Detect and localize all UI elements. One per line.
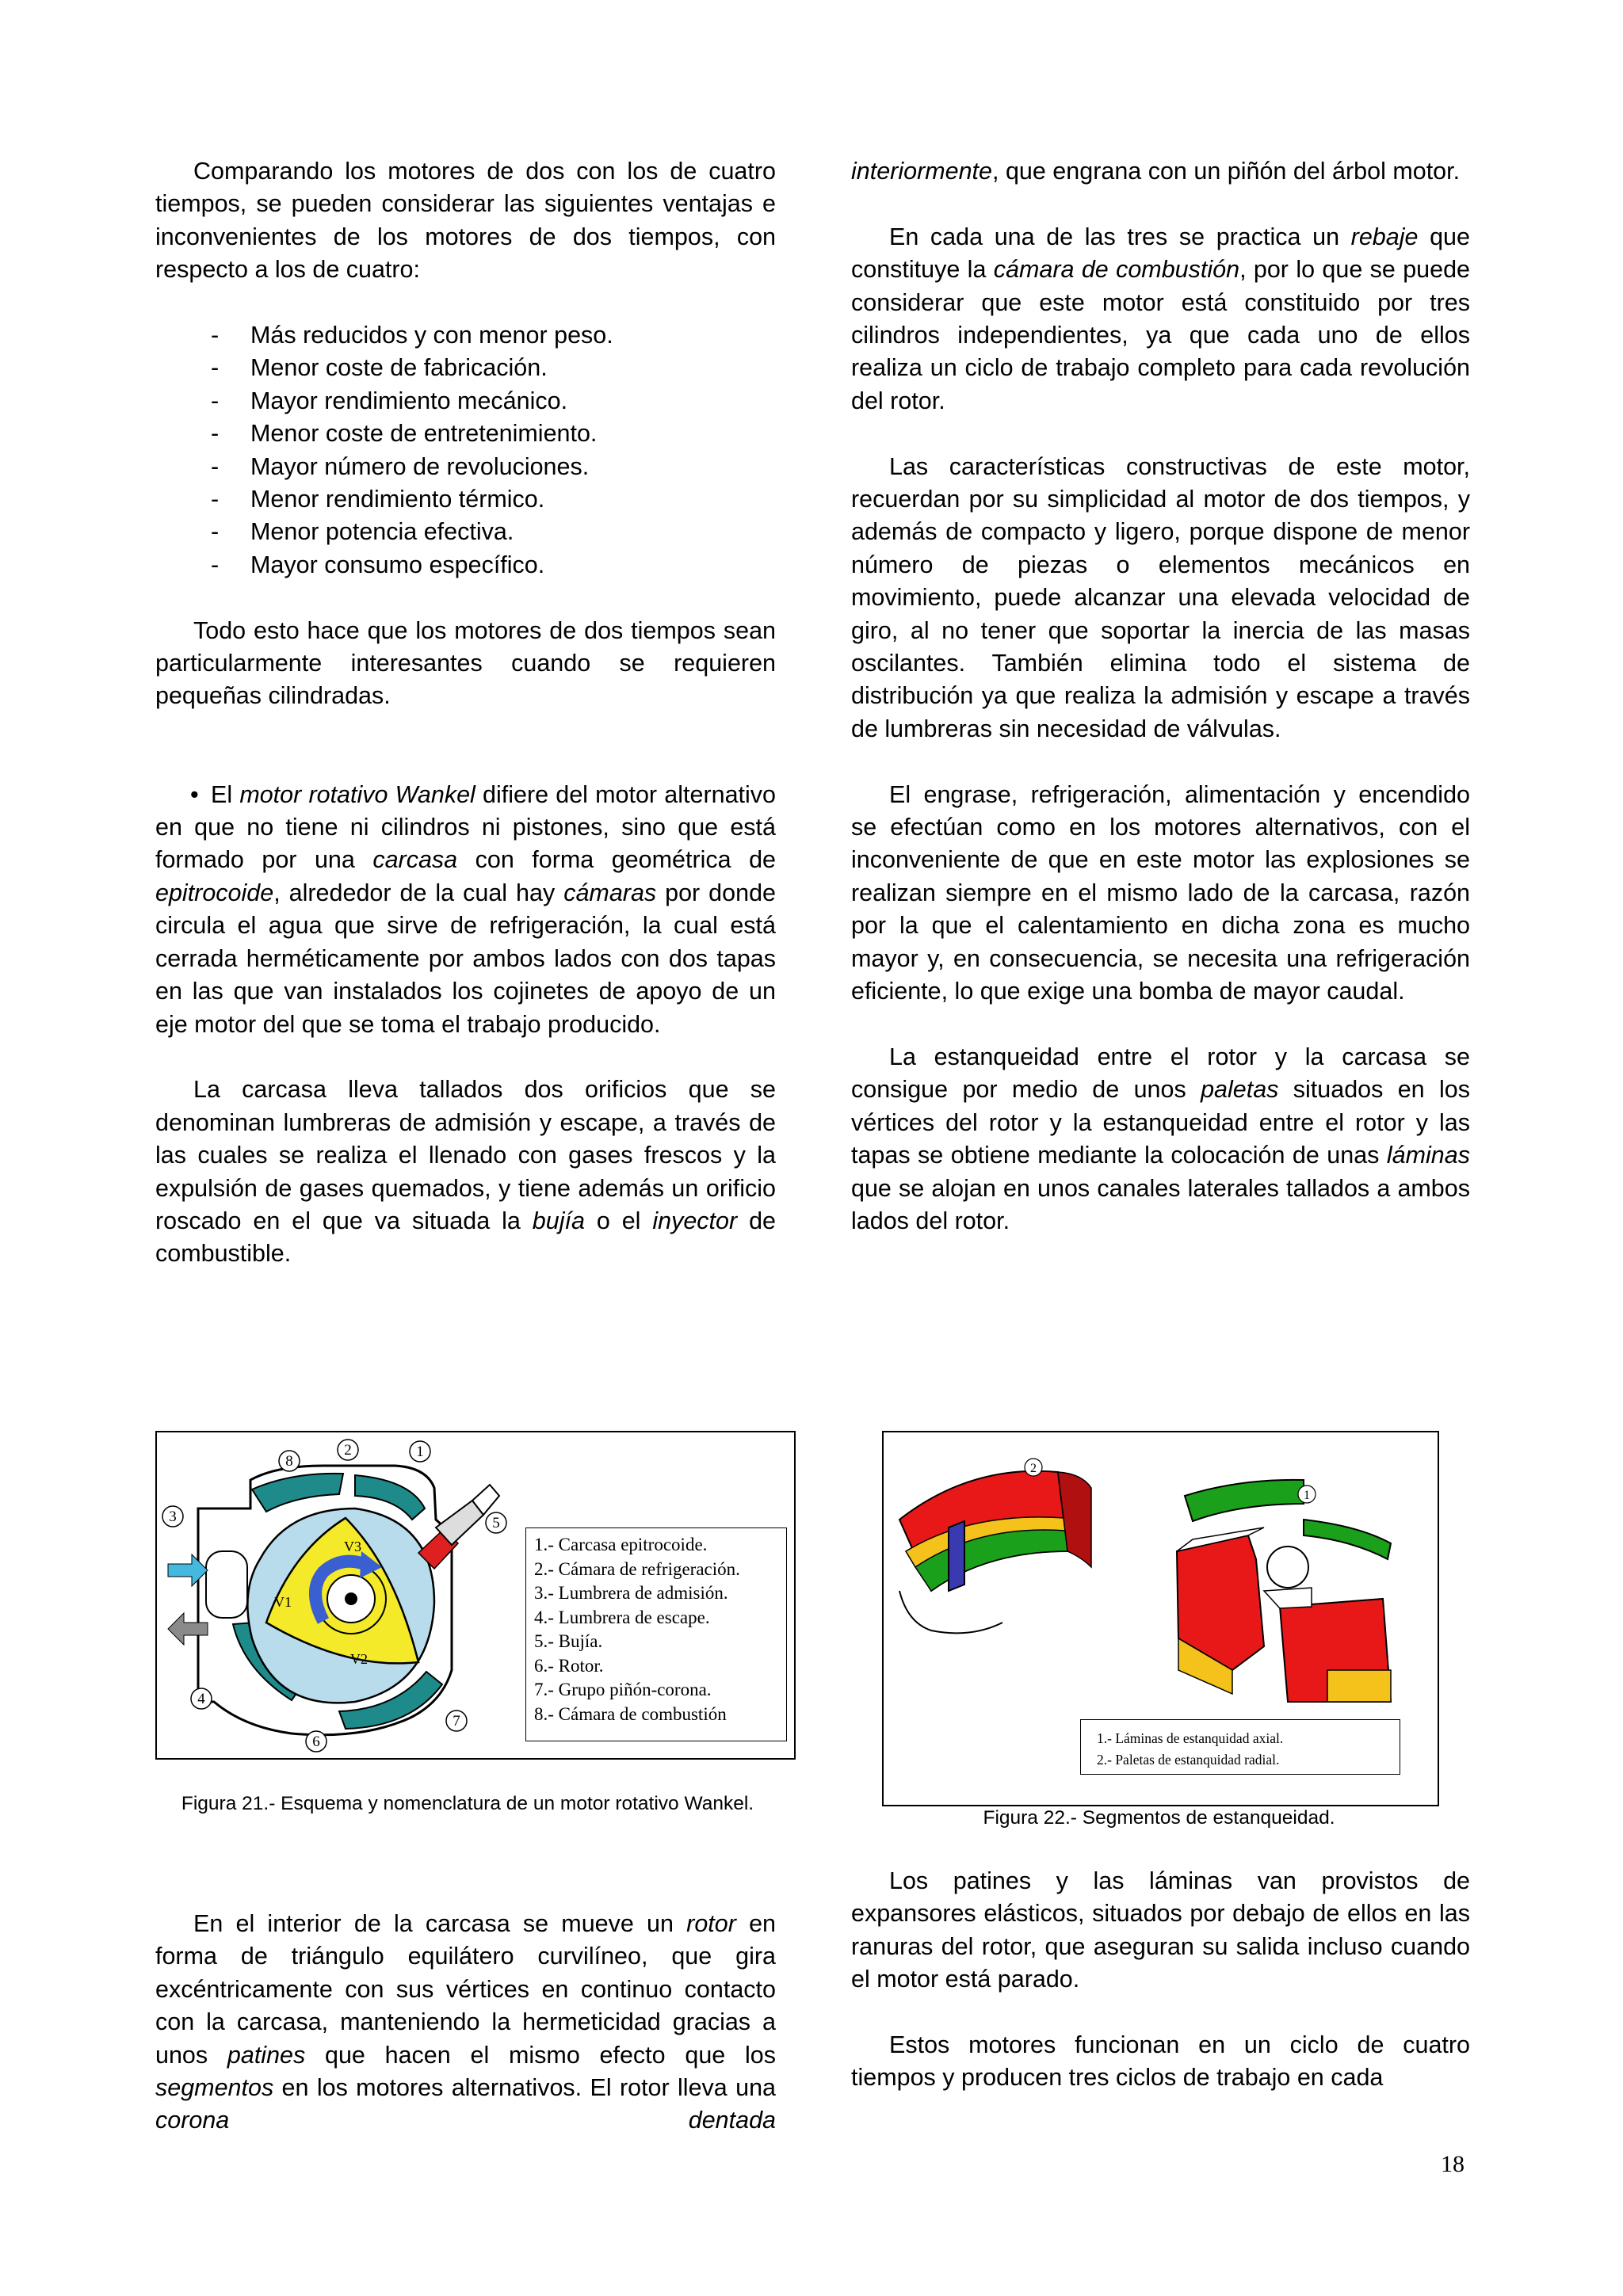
two-stroke-summary-paragraph: Todo esto hace que los motores de dos tiempos sean particularmente interesantes cuando se requieren pequeñas cilindradas. <box>155 616 776 710</box>
legend-item: 4.- Lumbrera de escape. <box>534 1607 710 1627</box>
bullet-icon: • <box>190 780 199 808</box>
callout-1-label: 1 <box>416 1444 424 1460</box>
patines-paragraph: Los patines y las láminas van provistos de expansores elásticos, situados por debajo de ellos en las ranuras del rotor, que aseguran su salida incluso cuando el motor está parado. <box>851 1867 1470 1993</box>
volume-v3-label: V3 <box>344 1539 361 1554</box>
engrase-paragraph: El engrase, refrigeración, alimentación y encendido se efectúan como en los motores alternativos, con el inconveniente de que en este motor las explosiones se realizan siempre en el mismo lado de la carcasa, razón por la que el calentamiento en dicha zona es mucho mayor y, en consecuencia, se necesita una refrigeración eficiente, lo que exige una bomba de mayor caudal. <box>851 780 1470 1005</box>
rotor-pin-shape <box>1267 1547 1308 1588</box>
axial-seal-strip-shape <box>1185 1480 1304 1521</box>
figure-21-legend <box>525 1527 787 1741</box>
rotor-slot-shape <box>1264 1588 1312 1608</box>
callout-3-label: 3 <box>169 1508 177 1525</box>
rotor-paragraph: En el interior de la carcasa se mueve un rotor en forma de triángulo equilátero curvilíneo, que gira excéntricamente con sus vértices en continuo contacto con la carcasa, manteniendo la hermeticidad gracias a unos patines que hacen el mismo efecto que los segmentos en los motores alternativos. El rotor lleva una corona dentada <box>155 1910 776 2134</box>
rebaje-paragraph: En cada una de las tres se practica un rebaje que constituye la cámara de combustión, por lo que se puede considerar que este motor está constituido por tres cilindros independientes, ya que cada uno de ellos realiza un ciclo de trabajo completo para cada revolución del rotor. <box>851 223 1471 414</box>
list-item: - Menor potencia efectiva. <box>211 516 776 548</box>
ciclo-paragraph: Estos motores funcionan en un ciclo de cuatro tiempos y producen tres ciclos de trabajo en cada <box>851 2031 1470 2092</box>
figure-22-legend <box>1080 1719 1400 1775</box>
legend-item: 3.- Lumbrera de admisión. <box>534 1583 728 1603</box>
list-item: - Menor coste de entretenimiento. <box>211 418 776 450</box>
estanqueidad-paragraph: La estanqueidad entre el rotor y la carcasa se consigue por medio de unos paletas situados en los vértices del rotor y la estanqueidad entre el rotor y las tapas se obtiene mediante la colocación de unas láminas que se alojan en unos canales laterales tallados a ambos lados del rotor. <box>851 1043 1470 1234</box>
callout-8-label: 8 <box>285 1453 293 1470</box>
callout-1-label: 1 <box>1304 1489 1310 1502</box>
axial-seal-strip-right-shape <box>1304 1520 1391 1559</box>
carcasa-paragraph: La carcasa lleva tallados dos orificios que se denominan lumbreras de admisión y escape, a través de las cuales se realiza el llenado con gases frescos y la expulsión de gases quemados, y tiene además un orificio roscado en el que va situada la bujía o el inyector de combustible. <box>155 1076 776 1268</box>
left-column <box>155 155 776 1271</box>
callout-4-label: 4 <box>197 1691 205 1707</box>
callout-5-label: 5 <box>492 1515 500 1531</box>
rotor-block-right-yellow-shape <box>1327 1670 1391 1702</box>
list-item: - Menor coste de fabricación. <box>211 352 776 384</box>
wankel-paragraph: • El motor rotativo Wankel difiere del motor alternativo en que no tiene ni cilindros ni pistones, sino que está formado por una carcasa con forma geométrica de epitrocoide, alrededor de la cual hay cámaras por donde circula el agua que sirve de refrigeración, la cual está cerrada herméticamente por ambos lados con dos tapas en las que van instalados los cojinetes de apoyo de un eje motor del que se toma el trabajo producido. <box>155 779 776 1041</box>
comparison-list <box>155 319 776 582</box>
legend-item: 1.- Láminas de estanquidad axial. <box>1097 1730 1284 1746</box>
caracteristicas-paragraph: Las características constructivas de este motor, recuerdan por su simplicidad al motor de dos tiempos, y además de compacto y ligero, porque dispone de menor número de piezas o elementos mecánicos en movimiento, puede alcanzar una elevada velocidad de giro, al no tener que soportar la inercia de las masas oscilantes. También elimina todo el sistema de distribución ya que realiza la admisión y escape a través de lumbreras sin necesidad de válvulas. <box>851 452 1470 742</box>
legend-item: 5.- Bujía. <box>534 1631 603 1651</box>
right-column <box>851 155 1470 1238</box>
callout-2-label: 2 <box>344 1442 352 1459</box>
legend-item: 7.- Grupo piñón-corona. <box>534 1680 712 1699</box>
callout-6-label: 6 <box>312 1733 320 1750</box>
callout-2-label: 2 <box>1030 1462 1037 1475</box>
figure-22-seal-segments <box>882 1431 1439 1806</box>
radial-seal-blue-shape <box>949 1521 964 1591</box>
figure-21-wankel-diagram <box>155 1431 796 1760</box>
page-number: 18 <box>1441 2151 1465 2177</box>
list-item: - Mayor número de revoluciones. <box>211 451 776 483</box>
volume-v1-label: V1 <box>274 1594 292 1610</box>
list-item: - Menor rendimiento térmico. <box>211 483 776 516</box>
list-item: - Mayor rendimiento mecánico. <box>211 385 776 418</box>
housing-curve-shape <box>899 1591 1002 1633</box>
figure-22-caption: Figura 22.- Segmentos de estanqueidad. <box>983 1807 1335 1829</box>
legend-item: 2.- Cámara de refrigeración. <box>534 1558 740 1579</box>
callout-7-label: 7 <box>453 1713 460 1730</box>
intake-port-shape <box>206 1551 247 1618</box>
legend-item: 6.- Rotor. <box>534 1655 604 1676</box>
continuation-paragraph: interiormente, que engrana con un piñón del árbol motor. <box>851 158 1461 185</box>
intro-paragraph: Comparando los motores de dos con los de cuatro tiempos, se pueden considerar las siguientes ventajas e inconvenientes de los motores de dos tiempos, con respecto a los de cuatro: <box>155 158 776 284</box>
list-item: - Mayor consumo específico. <box>211 549 776 582</box>
right-column-bottom <box>851 1865 1470 2095</box>
legend-item: 1.- Carcasa epitrocoide. <box>534 1535 708 1554</box>
shaft-center-shape <box>345 1592 357 1605</box>
legend-item: 2.- Paletas de estanquidad radial. <box>1097 1752 1280 1768</box>
volume-v2-label: V2 <box>350 1651 368 1667</box>
legend-item: 8.- Cámara de combustión <box>534 1703 727 1724</box>
figure-21-caption: Figura 21.- Esquema y nomenclatura de un motor rotativo Wankel. <box>181 1793 754 1814</box>
left-column-bottom <box>155 1908 776 2138</box>
list-item: - Más reducidos y con menor peso. <box>211 319 776 352</box>
